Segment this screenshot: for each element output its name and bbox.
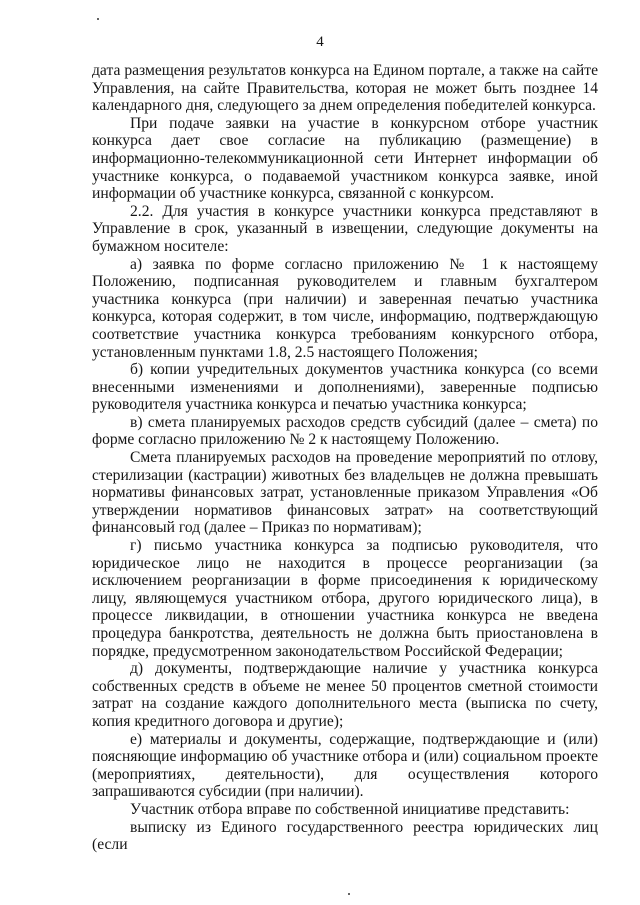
paragraph-registry-extract: выписку из Единого государственного реестра юридических лиц (если — [92, 818, 598, 854]
list-item-e: е) материалы и документы, содержащие, подтверждающие и (или) поясняющие информацию об участнике отбора и (или) социальном проекте (мероприятиях, деятельности), для осуществления которого запрашиваются субсидии (при наличии). — [92, 730, 598, 801]
paragraph-consent: При подаче заявки на участие в конкурсном отборе участник конкурса дает свое согласие на публикацию (размещение) в информационно-телекоммуникационной сети Интернет информации об участнике конкурса, о подаваемой участником конкурса заявке, иной информации об участнике конкурса, связанной с конкурсом. — [92, 114, 598, 203]
list-item-d: д) документы, подтверждающие наличие у участника конкурса собственных средств в объеме не менее 50 процентов сметной стоимости затрат на создание каждого дополнительного места (выписка по счету, копия кредитного договора и другие); — [92, 660, 598, 730]
paragraph-publication-date: дата размещения результатов конкурса на Едином портале, а также на сайте Управления, на сайте Правительства, которая не может быть позднее 14 календарного дня, следующего за днем определения победителей конкурса. — [92, 62, 598, 115]
scan-speck — [348, 893, 350, 895]
list-item-b: б) копии учредительных документов участника конкурса (со всеми внесенными изменениями и дополнениями), заверенные подписью руководителя участника конкурса и печатью участника конкурса; — [92, 361, 598, 414]
page-number: 4 — [316, 34, 324, 50]
paragraph-section-2-2: 2.2. Для участия в конкурсе участники конкурса представляют в Управление в срок, указанный в извещении, следующие документы на бумажном носителе: — [92, 202, 598, 255]
paragraph-estimate: Смета планируемых расходов на проведение мероприятий по отлову, стерилизации (кастрации) животных без владельцев не должна превышать нормативы финансовых затрат, установленные приказом Управления «Об утверждении нормативов финансовых затрат» на соответствующий финансовый год (далее – Приказ по нормативам); — [92, 449, 598, 537]
scan-speck — [97, 18, 99, 20]
paragraph-own-initiative: Участник отбора вправе по собственной инициативе представить: — [130, 800, 570, 818]
list-item-v: в) смета планируемых расходов средств субсидий (далее – смета) по форме согласно приложению № 2 к настоящему Положению. — [92, 413, 598, 449]
list-item-a: а) заявка по форме согласно приложению № 1 к настоящему Положению, подписанная руководителем и главным бухгалтером участника конкурса (при наличии) и заверенная печатью участника конкурса, которая содержит, в том числе, информацию, подтверждающую соответствие участника конкурса требованиям конкурсного отбора, установленным пунктами 1.8, 2.5 настоящего Положения; — [92, 255, 598, 361]
list-item-g: г) письмо участника конкурса за подписью руководителя, что юридическое лицо не находится в процессе реорганизации (за исключением реорганизации в форме присоединения к юридическому лицу, являющемуся участником отбора, другого юридического лица), в процессе ликвидации, в отношении участника конкурса не введена процедура банкротства, деятельность не должна быть приостановлена в порядке, предусмотренном законодательством Российской Федерации; — [92, 537, 598, 660]
document-body — [92, 62, 598, 854]
